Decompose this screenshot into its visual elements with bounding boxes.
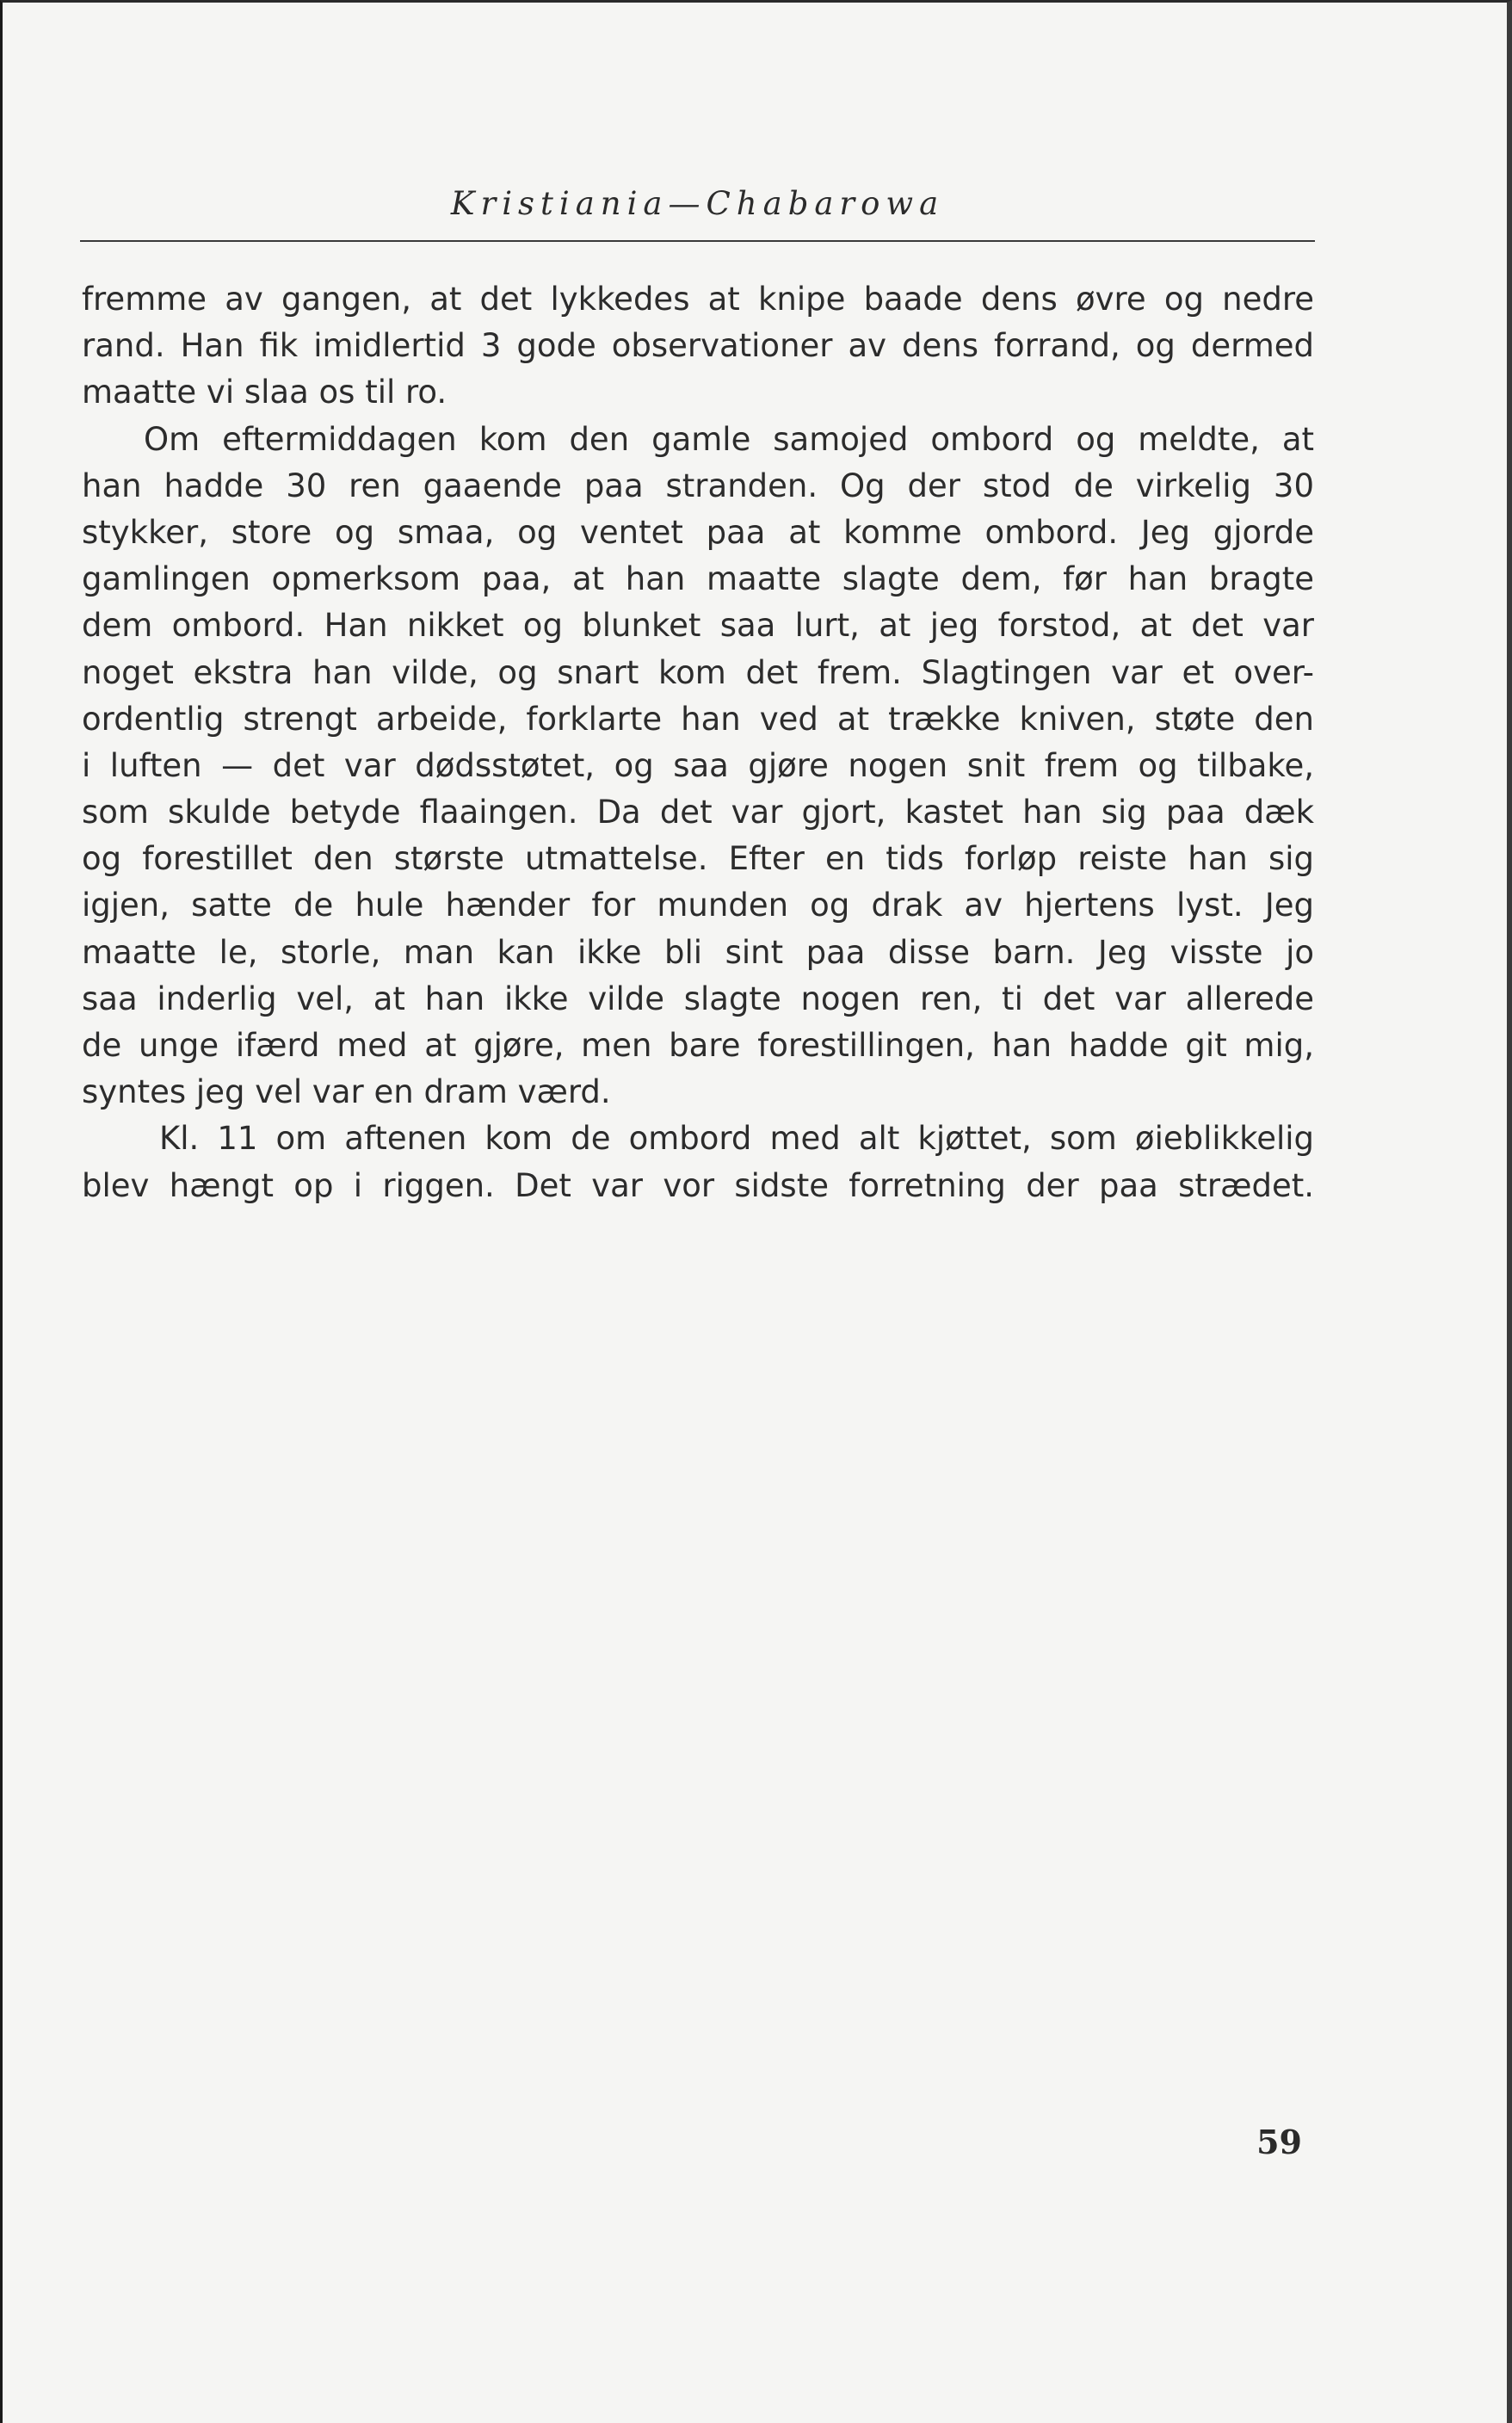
paragraph-3 [82,1116,1314,1208]
text-line: stykker, store og smaa, og ventet paa at komme ombord. Jeg gjorde [82,513,1314,551]
text-line: maatte le, storle, man kan ikke bli sint paa disse barn. Jeg visste jo [82,933,1314,971]
text-line: i luften — det var dødsstøtet, og saa gjøre nogen snit frem og tilbake, [82,746,1314,784]
text-line: Kl. 11 om aftenen kom de ombord med alt kjøttet, som øieblikkelig [159,1120,1314,1158]
text-line: som skulde betyde flaaingen. Da det var gjort, kastet han sig paa dæk [82,794,1314,831]
text-line: maatte vi slaa os til ro. [82,374,447,411]
text-line: fremme av gangen, at det lykkedes at knipe baade dens øvre og nedre [82,281,1314,318]
page-number: 59 [1256,2123,1302,2161]
paragraph-1 [82,276,1314,417]
text-line: saa inderlig vel, at han ikke vilde slagte nogen ren, ti det var allerede [82,980,1314,1017]
text-line: noget ekstra han vilde, og snart kom det frem. Slagtingen var et over- [82,653,1314,691]
paragraph-2 [82,417,1314,1116]
text-line: Om eftermiddagen kom den gamle samojed ombord og meldte, at [144,420,1314,458]
text-line: rand. Han fik imidlertid 3 gode observationer av dens forrand, og dermed [82,327,1314,365]
text-line: han hadde 30 ren gaaende paa stranden. Og der stod de virkelig 30 [82,467,1314,504]
text-line: og forestillet den største utmattelse. Efter en tids forløp reiste han sig [82,840,1314,878]
header-rule [80,240,1315,242]
body-text [82,276,1314,1209]
text-line: ordentlig strengt arbeide, forklarte han ved at trække kniven, støte den [82,700,1314,738]
text-line: de unge ifærd med at gjøre, men bare forestillingen, han hadde git mig, [82,1027,1314,1064]
text-line: syntes jeg vel var en dram værd. [82,1073,611,1111]
running-head: Kristiania—Chabarowa [450,185,945,222]
text-line: igjen, satte de hule hænder for munden og drak av hjertens lyst. Jeg [82,887,1314,924]
text-line: blev hængt op i riggen. Det var vor sidste forretning der paa strædet. [82,1166,1314,1204]
text-line: gamlingen opmerksom paa, at han maatte slagte dem, før han bragte [82,560,1314,598]
text-line: dem ombord. Han nikket og blunket saa lurt, at jeg forstod, at det var [82,607,1314,645]
